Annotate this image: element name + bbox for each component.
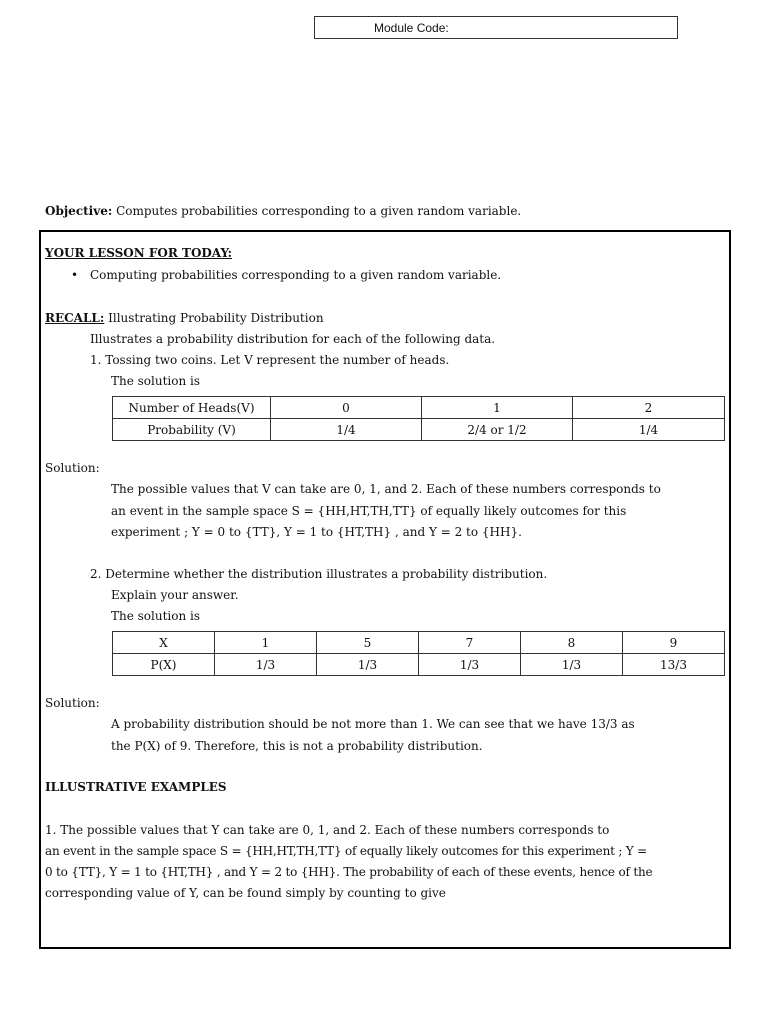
table-cell: 13/3: [623, 654, 725, 676]
recall-item2-text: 2. Determine whether the distribution illustrates a probability distribution.: [90, 567, 548, 581]
table-cell: 1: [215, 632, 317, 654]
table-cell: 8: [521, 632, 623, 654]
example-line: 1. The possible values that Y can take are 0, 1, and 2. Each of these numbers corresponds to: [45, 823, 610, 837]
table-cell: 1/3: [215, 654, 317, 676]
table-cell: Number of Heads(V): [113, 397, 271, 419]
table-cell: 7: [419, 632, 521, 654]
px-distribution-table: [112, 631, 725, 676]
solution2-line: the P(X) of 9. Therefore, this is not a probability distribution.: [111, 739, 483, 753]
table-cell: 1/3: [521, 654, 623, 676]
lesson-bullet-text: Computing probabilities corresponding to a given random variable.: [90, 268, 502, 282]
solution1-label: Solution:: [45, 461, 100, 475]
objective-line: [45, 204, 521, 218]
table-cell: X: [113, 632, 215, 654]
module-code-label: Module Code:: [374, 21, 449, 35]
recall-line: [45, 311, 324, 325]
examples-heading: ILLUSTRATIVE EXAMPLES: [45, 780, 227, 794]
table-cell: 0: [271, 397, 422, 419]
table-cell: 1/3: [419, 654, 521, 676]
recall-item1-solution-intro: The solution is: [111, 374, 201, 388]
table-cell: 2/4 or 1/2: [422, 419, 573, 441]
table-cell: P(X): [113, 654, 215, 676]
module-code-box: [314, 16, 678, 39]
example-line: corresponding value of Y, can be found simply by counting to give: [45, 886, 446, 900]
table-row: [113, 419, 725, 441]
table-cell: 2: [573, 397, 725, 419]
example-line: 0 to {TT}, Y = 1 to {HT,TH} , and Y = 2 to {HH}. The probability of each of these events, hence of the: [45, 865, 653, 879]
table-cell: 5: [317, 632, 419, 654]
recall-instruction: Illustrates a probability distribution for each of the following data.: [90, 332, 496, 346]
table-row: [113, 397, 725, 419]
lesson-heading: YOUR LESSON FOR TODAY:: [45, 246, 233, 260]
table-cell: Probability (V): [113, 419, 271, 441]
solution1-line: an event in the sample space S = {HH,HT,TH,TT} of equally likely outcomes for this: [111, 504, 627, 518]
solution2-label: Solution:: [45, 696, 100, 710]
recall-item1-text: 1. Tossing two coins. Let V represent the number of heads.: [90, 353, 450, 367]
table-row: [113, 654, 725, 676]
table-row: [113, 632, 725, 654]
objective-label: Objective:: [45, 204, 113, 218]
solution2-line: A probability distribution should be not more than 1. We can see that we have 13/3 as: [111, 717, 635, 731]
table-cell: 1/3: [317, 654, 419, 676]
heads-probability-table: [112, 396, 725, 441]
table-cell: 9: [623, 632, 725, 654]
example-line: an event in the sample space S = {HH,HT,TH,TT} of equally likely outcomes for this experiment ; Y =: [45, 844, 647, 858]
table-cell: 1: [422, 397, 573, 419]
recall-title: Illustrating Probability Distribution: [108, 311, 324, 325]
recall-item2-solution-intro: The solution is: [111, 609, 201, 623]
table-cell: 1/4: [271, 419, 422, 441]
recall-item2-text2: Explain your answer.: [111, 588, 239, 602]
solution1-line: experiment ; Y = 0 to {TT}, Y = 1 to {HT,TH} , and Y = 2 to {HH}.: [111, 525, 522, 539]
solution1-line: The possible values that V can take are 0, 1, and 2. Each of these numbers corresponds to: [111, 482, 661, 496]
recall-label: RECALL:: [45, 311, 105, 325]
objective-text: Computes probabilities corresponding to a given random variable.: [116, 204, 522, 218]
table-cell: 1/4: [573, 419, 725, 441]
bullet-icon: •: [71, 268, 79, 282]
